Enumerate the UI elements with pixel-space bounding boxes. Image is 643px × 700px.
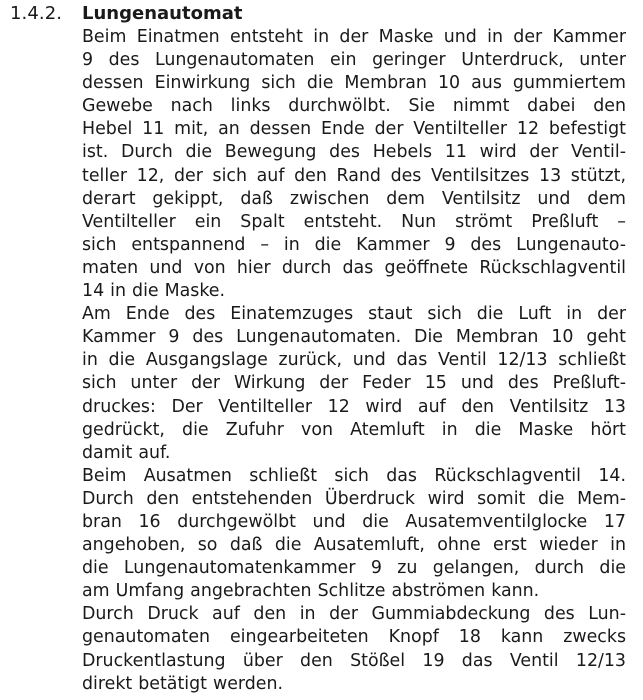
paragraph-line: Gewebe nach links durchwölbt. Sie nimmt dabei den — [82, 96, 626, 117]
section-title: Lungenautomat — [82, 3, 243, 24]
paragraph-line: druckes: Der Ventilteller 12 wird auf den Ventilsitz 13 — [82, 396, 626, 417]
paragraph-line: Beim Einatmen entsteht in der Maske und in der Kammer — [82, 27, 626, 47]
paragraph — [82, 26, 626, 303]
paragraph-line: sich unter der Wirkung der Feder 15 und des Preßluft- — [82, 373, 626, 394]
paragraph-line: sich entspannend – in die Kammer 9 des Lungenauto- — [82, 234, 626, 255]
paragraph-line: gedrückt, die Zufuhr von Atemluft in die Maske hört — [82, 419, 626, 440]
paragraph-line: ist. Durch die Bewegung des Hebels 11 wird der Ventil- — [82, 142, 626, 163]
paragraph-line: maten und von hier durch das geöffnete Rückschlagventil — [82, 257, 626, 278]
paragraph-line: dessen Einwirkung sich die Membran 10 aus gummiertem — [82, 73, 626, 94]
paragraph-line: derart gekippt, daß zwischen dem Ventilsitz und dem — [82, 188, 626, 209]
paragraph-line: damit auf. — [82, 442, 171, 463]
paragraph-line: Durch Druck auf den in der Gummiabdeckung des Lun- — [82, 604, 626, 625]
paragraph-line: Druckentlastung über den Stößel 19 das Ventil 12/13 — [82, 650, 626, 671]
cut-off-heading-fragment — [82, 690, 462, 700]
paragraph-line: 9 des Lungenautomaten ein geringer Unterdruck, unter — [82, 50, 626, 71]
paragraph — [82, 603, 626, 695]
paragraph-list — [82, 26, 626, 696]
paragraph-line: Durch den entstehenden Überdruck wird somit die Mem- — [82, 488, 626, 509]
section-number: 1.4.2. — [10, 3, 63, 24]
paragraph-line: Hebel 11 mit, an dessen Ende der Ventilteller 12 befestigt — [82, 119, 626, 140]
paragraph-line: angehoben, so daß die Ausatemluft, ohne erst wieder in — [82, 535, 626, 556]
paragraph-line: 14 in die Maske. — [82, 281, 226, 302]
paragraph — [82, 465, 626, 604]
paragraph-line: genautomaten eingearbeiteten Knopf 18 kann zwecks — [82, 627, 626, 648]
cut-off-next-heading — [82, 690, 462, 700]
paragraph-line: bran 16 durchgewölbt und die Ausatemventilglocke 17 — [82, 511, 626, 532]
paragraph-line: teller 12, der sich auf den Rand des Ventilsitzes 13 stützt, — [82, 165, 626, 186]
paragraph-line: am Umfang angebrachten Schlitze abströmen kann. — [82, 581, 540, 602]
paragraph-line: direkt betätigt werden. — [82, 673, 284, 694]
section-body — [82, 2, 626, 696]
paragraph-line: in die Ausgangslage zurück, und das Ventil 12/13 schließt — [82, 350, 626, 371]
paragraph-line: Am Ende des Einatemzuges staut sich die Luft in der — [82, 304, 626, 325]
paragraph — [82, 303, 626, 465]
paragraph-line: die Lungenautomatenkammer 9 zu gelangen, durch die — [82, 558, 626, 579]
paragraph-line: Beim Ausatmen schließt sich das Rückschlagventil 14. — [82, 465, 626, 486]
paragraph-line: Kammer 9 des Lungenautomaten. Die Membran 10 geht — [82, 327, 626, 348]
paragraph-line: Ventilteller ein Spalt entsteht. Nun strömt Preßluft – — [82, 211, 626, 232]
